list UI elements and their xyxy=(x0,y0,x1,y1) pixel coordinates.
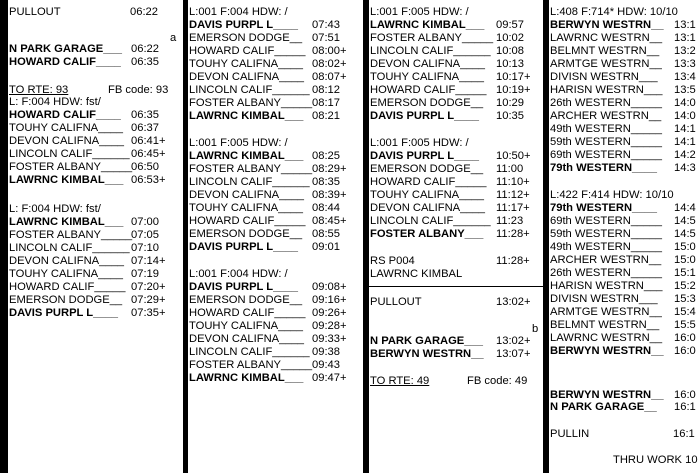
pullout-time: 06:22 xyxy=(130,6,158,18)
stop-time: 09:26+ xyxy=(312,307,347,319)
stop-row xyxy=(189,97,340,109)
stop-name: FOSTER ALBANY_____ xyxy=(9,229,133,241)
stop-row xyxy=(189,110,340,122)
column-3 xyxy=(369,0,543,473)
to-route: TO RTE: 93 xyxy=(9,84,69,96)
stop-time: 10:50+ xyxy=(496,150,531,162)
column-4 xyxy=(549,0,700,473)
garage-row: N PARK GARAGE___ 13:02+ xyxy=(370,335,531,347)
stop-time: 07:14+ xyxy=(131,255,166,267)
column-1 xyxy=(8,0,183,473)
stop-name: DEVON CALIFNA____ xyxy=(9,255,125,267)
stop-time: 09:57 xyxy=(496,19,524,31)
stop-row xyxy=(370,150,531,162)
stop-time: 08:21 xyxy=(312,110,340,122)
stop-row xyxy=(189,189,347,201)
stop-row xyxy=(370,189,530,201)
stop-time: 14:0 xyxy=(674,97,696,109)
garage-row: N PARK GARAGE__ 16:1 xyxy=(550,401,696,413)
stop-row xyxy=(9,229,159,241)
stop-row xyxy=(370,84,531,96)
stop-name: EMERSON DODGE__ xyxy=(189,228,303,240)
stop-name: HOWARD CALIF_____ xyxy=(189,307,306,319)
stop-time: 06:53+ xyxy=(131,174,166,186)
pullout-label: PULLOUT xyxy=(9,6,61,18)
stop-time: 06:45+ xyxy=(131,148,166,160)
stop-name: DIVISN WESTRN___ xyxy=(550,71,658,83)
stop-name: DIVISN WESTRN___ xyxy=(550,293,658,305)
stop-time: 09:33+ xyxy=(312,333,347,345)
stop-row xyxy=(189,176,340,188)
pullout-time: 13:02+ xyxy=(496,296,531,308)
stop-time: 07:43 xyxy=(312,19,340,31)
stop-row xyxy=(189,359,340,371)
berwyn-row: BERWYN WESTRN__ 13:07+ xyxy=(370,348,531,360)
stop-name: 69th WESTERN_____ xyxy=(550,149,662,161)
trip-header: L:408 F:714* HDW: 10/10 xyxy=(550,6,678,18)
stop-name: EMERSON DODGE__ xyxy=(189,294,303,306)
stop-time: 14:1 xyxy=(674,123,696,135)
stop-time: 07:20+ xyxy=(131,281,166,293)
stop-name: LINCOLN CALIF______ xyxy=(189,346,310,358)
stop-row xyxy=(9,148,166,160)
stop-name: LAWRNC KIMBAL___ xyxy=(9,216,124,228)
stop-time: 13:3 xyxy=(674,58,696,70)
stop-time: 14:2 xyxy=(674,149,696,161)
stop-name: LINCOLN CALIF______ xyxy=(9,148,130,160)
stop-name: ARMTGE WESTRN__ xyxy=(550,58,662,70)
stop-name: LINCOLN CALIF______ xyxy=(189,176,310,188)
trip-header: L:001 F:004 HDW: / xyxy=(189,268,288,280)
divider xyxy=(369,286,543,287)
stop-name: DEVON CALIFNA____ xyxy=(370,58,486,70)
stop-name: ARCHER WESTRN__ xyxy=(550,110,662,122)
stop-time: 15:1 xyxy=(674,267,696,279)
stop-row xyxy=(189,84,340,96)
stop-row xyxy=(550,123,696,135)
trip-marker: a xyxy=(170,32,177,44)
stop-row xyxy=(189,163,347,175)
stop-name: 26th WESTERN_____ xyxy=(550,267,662,279)
stop-time: 14:1 xyxy=(674,136,696,148)
stop-name: LINCOLN CALIF______ xyxy=(370,215,491,227)
stop-time: 13:4 xyxy=(674,71,696,83)
stop-row xyxy=(550,71,696,83)
stop-name: DEVON CALIFNA____ xyxy=(189,189,305,201)
stop-row xyxy=(370,32,524,44)
stop-row xyxy=(550,19,696,31)
stop-name: HOWARD CALIF_____ xyxy=(9,281,126,293)
stop-row xyxy=(550,110,696,122)
stop-row xyxy=(189,202,340,214)
trip-header: L:001 F:005 HDW: / xyxy=(370,6,469,18)
stop-name: ARCHER WESTRN__ xyxy=(550,254,662,266)
stop-row xyxy=(550,293,696,305)
stop-time: 08:07+ xyxy=(312,71,347,83)
stop-name: BERWYN WESTRN__ xyxy=(550,19,664,31)
stop-time: 09:28+ xyxy=(312,320,347,332)
pullin-time: 16:1 xyxy=(673,428,695,440)
stop-row xyxy=(189,45,347,57)
stop-name: LAWRNC KIMBAL___ xyxy=(9,174,124,186)
stop-row xyxy=(370,202,530,214)
stop-time: 07:51 xyxy=(312,32,340,44)
stop-name: DAVIS PURPL L____ xyxy=(189,241,299,253)
stop-row xyxy=(550,45,696,57)
trip-header: L: F:004 HDW: fst/ xyxy=(9,96,101,108)
trip-header: L:001 F:005 HDW: / xyxy=(189,137,288,149)
stop-row xyxy=(189,372,347,384)
stop-row xyxy=(370,71,531,83)
stop-row xyxy=(189,333,347,345)
stop-time: 11:17+ xyxy=(496,202,530,214)
stop-row xyxy=(9,242,159,254)
stop-row xyxy=(550,202,696,214)
stop-name: DEVON CALIFNA____ xyxy=(189,71,305,83)
stop-time: 10:17+ xyxy=(496,71,531,83)
stop-row xyxy=(189,346,340,358)
stop-name: FOSTER ALBANY___ xyxy=(370,228,484,240)
fb-code: FB code: 93 xyxy=(108,84,169,96)
stop-time: 16:0 xyxy=(674,332,696,344)
stop-time: 10:29 xyxy=(496,97,524,109)
pullin-label: PULLIN xyxy=(550,428,590,440)
stop-name: HOWARD CALIF____ xyxy=(9,109,121,121)
stop-row xyxy=(550,215,696,227)
stop-row xyxy=(550,319,696,331)
stop-name: LINCOLN CALIF______ xyxy=(370,45,491,57)
stop-time: 14:3 xyxy=(674,162,696,174)
stop-row xyxy=(189,228,340,240)
stop-time: 13:5 xyxy=(674,84,696,96)
stop-name: HOWARD CALIF_____ xyxy=(370,176,487,188)
stop-name: LINCOLN CALIF______ xyxy=(189,84,310,96)
stop-row xyxy=(9,135,166,147)
stop-row xyxy=(189,19,340,31)
stop-name: 69th WESTERN_____ xyxy=(550,215,662,227)
stop-time: 07:00 xyxy=(131,216,159,228)
stop-time: 11:12+ xyxy=(496,189,530,201)
stop-name: ARMTGE WESTRN__ xyxy=(550,306,662,318)
stop-time: 09:43 xyxy=(312,359,340,371)
stop-row xyxy=(9,307,166,319)
stop-time: 11:10+ xyxy=(496,176,530,188)
stop-row xyxy=(370,215,524,227)
stop-name: LAWRNC KIMBAL___ xyxy=(189,150,304,162)
stop-time: 06:50 xyxy=(131,161,159,173)
stop-time: 13:1 xyxy=(674,19,696,31)
stop-row xyxy=(189,241,340,253)
stop-row xyxy=(550,58,696,70)
stop-time: 09:38 xyxy=(312,346,340,358)
stop-row xyxy=(189,307,347,319)
stop-time: 09:08+ xyxy=(312,281,347,293)
stop-time: 10:35 xyxy=(496,110,524,122)
stop-time: 09:16+ xyxy=(312,294,347,306)
relief-label: RS P004 xyxy=(370,255,415,267)
stop-time: 11:23 xyxy=(496,215,524,227)
stop-name: DEVON CALIFNA____ xyxy=(9,135,125,147)
stop-name: EMERSON DODGE__ xyxy=(370,163,484,175)
stop-name: LAWRNC KIMBAL___ xyxy=(189,372,304,384)
stop-row xyxy=(550,228,696,240)
stop-row xyxy=(9,294,166,306)
stop-row xyxy=(9,255,166,267)
stop-row xyxy=(9,281,166,293)
stop-name: 79th WESTERN____ xyxy=(550,162,657,174)
stop-row xyxy=(9,122,159,134)
stop-time: 08:55 xyxy=(312,228,340,240)
stop-row xyxy=(550,254,696,266)
stop-name: LINCOLN CALIF______ xyxy=(9,242,130,254)
stop-time: 08:35 xyxy=(312,176,340,188)
trip-header: L:001 F:004 HDW: / xyxy=(189,6,288,18)
stop-row xyxy=(370,19,524,31)
trip-marker: b xyxy=(532,323,539,335)
stop-row xyxy=(370,228,530,240)
stop-name: FOSTER ALBANY_____ xyxy=(370,32,494,44)
stop-name: LAWRNC KIMBAL___ xyxy=(189,110,304,122)
stop-time: 14:0 xyxy=(674,110,696,122)
stop-time: 07:10 xyxy=(131,242,159,254)
stop-name: DAVIS PURPL L____ xyxy=(370,150,480,162)
stop-time: 06:37 xyxy=(131,122,159,134)
stop-row xyxy=(9,268,159,280)
stop-name: 49th WESTERN_____ xyxy=(550,123,662,135)
stop-time: 08:44 xyxy=(312,202,340,214)
relief-time: 11:28+ xyxy=(496,255,530,267)
stop-time: 15:3 xyxy=(674,293,696,305)
stop-name: 59th WESTERN_____ xyxy=(550,228,662,240)
stop-time: 09:47+ xyxy=(312,372,347,384)
berwyn-row: BERWYN WESTRN__ 16:0 xyxy=(550,389,696,401)
stop-time: 08:12 xyxy=(312,84,340,96)
stop-name: DAVIS PURPL L____ xyxy=(370,110,480,122)
stop-time: 10:02 xyxy=(496,32,524,44)
stop-row xyxy=(370,176,530,188)
stop-name: HOWARD CALIF_____ xyxy=(189,45,306,57)
stop-name: DAVIS PURPL L____ xyxy=(189,281,299,293)
stop-name: 59th WESTERN_____ xyxy=(550,136,662,148)
stop-name: DAVIS PURPL L____ xyxy=(189,19,299,31)
stop-name: FOSTER ALBANY_____ xyxy=(189,359,313,371)
stop-row xyxy=(370,45,524,57)
stop-name: DAVIS PURPL L____ xyxy=(9,307,119,319)
stop-row xyxy=(550,84,696,96)
trip-header: L:422 F:414 HDW: 10/10 xyxy=(550,189,674,201)
stop-name: FOSTER ALBANY_____ xyxy=(189,163,313,175)
stop-time: 08:39+ xyxy=(312,189,347,201)
stop-time: 13:2 xyxy=(674,45,696,57)
stop-time: 11:00 xyxy=(496,163,524,175)
stop-row xyxy=(550,267,696,279)
stop-time: 15:2 xyxy=(674,280,696,292)
stop-time: 06:35 xyxy=(131,109,159,121)
stop-row xyxy=(550,306,696,318)
stop-row xyxy=(9,109,159,121)
stop-time: 14:5 xyxy=(674,228,696,240)
trip-header: L: F:004 HDW: fst/ xyxy=(9,203,101,215)
stop-row xyxy=(9,174,166,186)
stop-name: LAWRNC WESTRN__ xyxy=(550,332,663,344)
stop-name: DEVON CALIFNA____ xyxy=(189,333,305,345)
stop-row xyxy=(370,163,524,175)
stop-time: 06:41+ xyxy=(131,135,166,147)
stop-time: 10:08 xyxy=(496,45,524,57)
stop-name: BELMNT WESTRN__ xyxy=(550,45,660,57)
stop-time: 13:1 xyxy=(674,32,696,44)
pullout-label: PULLOUT xyxy=(370,296,422,308)
howard-row: HOWARD CALIF____ 06:35 xyxy=(9,56,159,68)
stop-row xyxy=(189,58,347,70)
stop-name: EMERSON DODGE__ xyxy=(370,97,484,109)
stop-name: TOUHY CALIFNA____ xyxy=(9,268,123,280)
stop-time: 08:00+ xyxy=(312,45,347,57)
stop-row xyxy=(189,150,340,162)
stop-name: 79th WESTERN____ xyxy=(550,202,657,214)
stop-time: 10:13 xyxy=(496,58,524,70)
stop-row xyxy=(189,320,347,332)
stop-name: FOSTER ALBANY_____ xyxy=(189,97,313,109)
stop-time: 14:4 xyxy=(674,202,696,214)
stop-time: 14:5 xyxy=(674,215,696,227)
to-route: TO RTE: 49 xyxy=(370,375,430,387)
stop-name: TOUHY CALIFNA____ xyxy=(189,58,303,70)
stop-name: TOUHY CALIFNA____ xyxy=(9,122,123,134)
stop-row xyxy=(9,161,159,173)
trip-header: L:001 F:005 HDW: / xyxy=(370,137,469,149)
stop-name: 26th WESTERN_____ xyxy=(550,97,662,109)
stop-time: 08:45+ xyxy=(312,215,347,227)
stop-row xyxy=(550,32,696,44)
thru-work: THRU WORK 10 xyxy=(613,454,698,466)
stop-row xyxy=(370,97,524,109)
stop-time: 15:4 xyxy=(674,306,696,318)
stop-time: 08:25 xyxy=(312,150,340,162)
stop-name: BELMNT WESTRN__ xyxy=(550,319,660,331)
stop-name: HARISN WESTRN___ xyxy=(550,280,663,292)
stop-name: FOSTER ALBANY_____ xyxy=(9,161,133,173)
stop-name: TOUHY CALIFNA____ xyxy=(189,320,303,332)
relief-place: LAWRNC KIMBAL xyxy=(370,268,463,280)
column-2 xyxy=(188,0,363,473)
stop-name: LAWRNC WESTRN__ xyxy=(550,32,663,44)
stop-row xyxy=(370,58,524,70)
stop-row xyxy=(189,281,347,293)
stop-row xyxy=(550,280,696,292)
stop-row xyxy=(550,241,696,253)
stop-time: 15:0 xyxy=(674,241,696,253)
stop-time: 11:28+ xyxy=(496,228,530,240)
stop-name: HOWARD CALIF_____ xyxy=(370,84,487,96)
stop-name: HARISN WESTRN___ xyxy=(550,84,663,96)
stop-time: 08:17 xyxy=(312,97,340,109)
stop-time: 15:5 xyxy=(674,319,696,331)
stop-time: 08:29+ xyxy=(312,163,347,175)
stop-row xyxy=(550,332,696,344)
stop-row xyxy=(550,345,696,357)
stop-time: 15:0 xyxy=(674,254,696,266)
stop-time: 09:01 xyxy=(312,241,340,253)
stop-time: 07:05 xyxy=(131,229,159,241)
stop-time: 16:0 xyxy=(674,345,696,357)
stop-row xyxy=(550,149,696,161)
stop-name: TOUHY CALIFNA____ xyxy=(370,189,484,201)
garage-row: N PARK GARAGE___ 06:22 xyxy=(9,43,159,55)
stop-name: EMERSON DODGE__ xyxy=(9,294,123,306)
stop-name: DEVON CALIFNA____ xyxy=(370,202,486,214)
stop-row xyxy=(550,97,696,109)
fb-code: FB code: 49 xyxy=(467,375,528,387)
stop-row xyxy=(550,162,696,174)
stop-time: 07:19 xyxy=(131,268,159,280)
stop-name: TOUHY CALIFNA____ xyxy=(189,202,303,214)
stop-row xyxy=(189,215,347,227)
stop-name: LAWRNC KIMBAL___ xyxy=(370,19,485,31)
stop-time: 10:19+ xyxy=(496,84,531,96)
stop-time: 08:02+ xyxy=(312,58,347,70)
stop-row xyxy=(550,136,696,148)
stop-row xyxy=(370,110,524,122)
stop-name: EMERSON DODGE__ xyxy=(189,32,303,44)
stop-name: BERWYN WESTRN__ xyxy=(550,345,664,357)
stop-time: 07:29+ xyxy=(131,294,166,306)
stop-row xyxy=(189,32,340,44)
stop-row xyxy=(9,216,159,228)
stop-row xyxy=(189,71,347,83)
stop-name: HOWARD CALIF_____ xyxy=(189,215,306,227)
stop-name: 49th WESTERN_____ xyxy=(550,241,662,253)
stop-time: 07:35+ xyxy=(131,307,166,319)
stop-name: TOUHY CALIFNA____ xyxy=(370,71,484,83)
stop-row xyxy=(189,294,347,306)
